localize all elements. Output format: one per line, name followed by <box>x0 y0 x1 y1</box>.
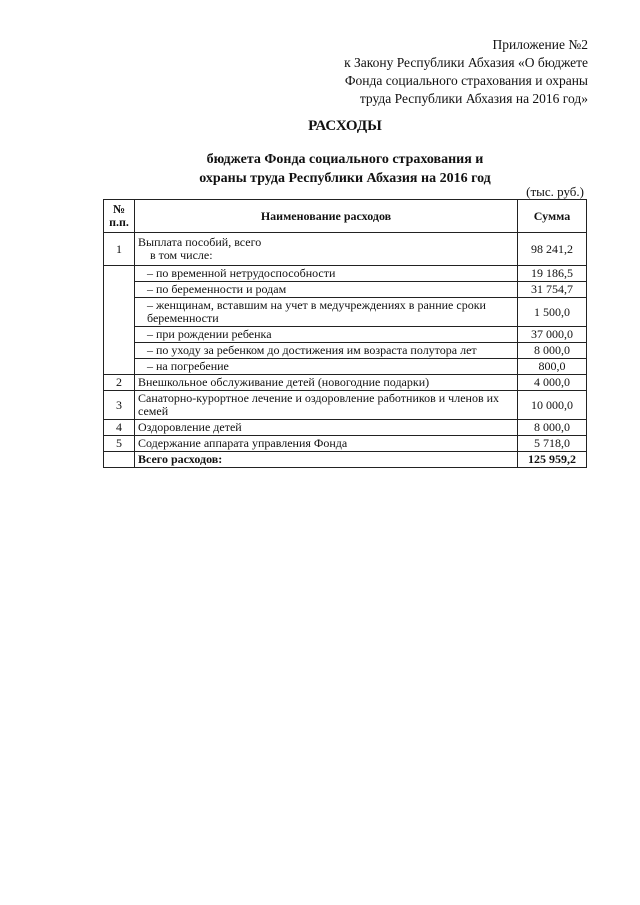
header-sum: Сумма <box>518 200 587 233</box>
expenses-table <box>103 199 587 468</box>
header-number: № п.п. <box>104 200 135 233</box>
subrow-name: – на погребение <box>135 359 518 375</box>
subtitle-line: бюджета Фонда социального страхования и <box>206 152 484 167</box>
table-subrow <box>104 343 587 359</box>
row-number: 3 <box>104 391 135 420</box>
row-name: Внешкольное обслуживание детей (новогодние подарки) <box>135 375 518 391</box>
subrow-name: – по беременности и родам <box>135 282 518 298</box>
subrow-sum: 1 500,0 <box>518 298 587 327</box>
table-subrow <box>104 359 587 375</box>
row-name-line: в том числе: <box>150 248 213 262</box>
row-number: 1 <box>104 233 135 266</box>
subrow-sum: 37 000,0 <box>518 327 587 343</box>
row-name-line: Выплата пособий, всего <box>138 235 262 249</box>
row-sum: 8 000,0 <box>518 420 587 436</box>
row-number: 5 <box>104 436 135 452</box>
row-name: Оздоровление детей <box>135 420 518 436</box>
subrow-sum: 8 000,0 <box>518 343 587 359</box>
table-row <box>104 436 587 452</box>
subrow-name: – женщинам, вставшим на учет в медучреждениях в ранние сроки беременности <box>135 298 518 327</box>
appendix-line: труда Республики Абхазия на 2016 год» <box>359 91 588 106</box>
row-name <box>135 233 518 266</box>
appendix-line: Приложение №2 <box>492 37 588 52</box>
header-name: Наименование расходов <box>135 200 518 233</box>
appendix-line: к Закону Республики Абхазия «О бюджете <box>344 55 588 70</box>
appendix-note <box>344 36 588 108</box>
subtitle-line: охраны труда Республики Абхазия на 2016 год <box>199 171 491 186</box>
table-row <box>104 233 587 266</box>
table-subrow <box>104 327 587 343</box>
subrow-sum: 31 754,7 <box>518 282 587 298</box>
total-label: Всего расходов: <box>135 452 518 468</box>
table-row <box>104 420 587 436</box>
table-total-row <box>104 452 587 468</box>
table-row <box>104 391 587 420</box>
row-sum: 4 000,0 <box>518 375 587 391</box>
subrow-name: – по уходу за ребенком до достижения им возраста полутора лет <box>135 343 518 359</box>
subrow-sum: 19 186,5 <box>518 266 587 282</box>
table-subrow <box>104 282 587 298</box>
subrow-name: – по временной нетрудоспособности <box>135 266 518 282</box>
row-sum: 5 718,0 <box>518 436 587 452</box>
appendix-line: Фонда социального страхования и охраны <box>344 73 588 88</box>
row-number: 4 <box>104 420 135 436</box>
row-sum: 10 000,0 <box>518 391 587 420</box>
table-subrow <box>104 266 587 282</box>
document-title: РАСХОДЫ <box>308 118 382 134</box>
row-sum: 98 241,2 <box>518 233 587 266</box>
subrow-name: – при рождении ребенка <box>135 327 518 343</box>
subrow-sum: 800,0 <box>518 359 587 375</box>
units-label: (тыс. руб.) <box>526 184 584 199</box>
document-subtitle <box>0 150 640 188</box>
row-number: 2 <box>104 375 135 391</box>
row-name: Содержание аппарата управления Фонда <box>135 436 518 452</box>
table-subrow <box>104 298 587 327</box>
row-number-blank <box>104 266 135 375</box>
total-number-blank <box>104 452 135 468</box>
row-name: Санаторно-курортное лечение и оздоровление работников и членов их семей <box>135 391 518 420</box>
table-row <box>104 375 587 391</box>
total-sum: 125 959,2 <box>518 452 587 468</box>
table-header-row <box>104 200 587 233</box>
